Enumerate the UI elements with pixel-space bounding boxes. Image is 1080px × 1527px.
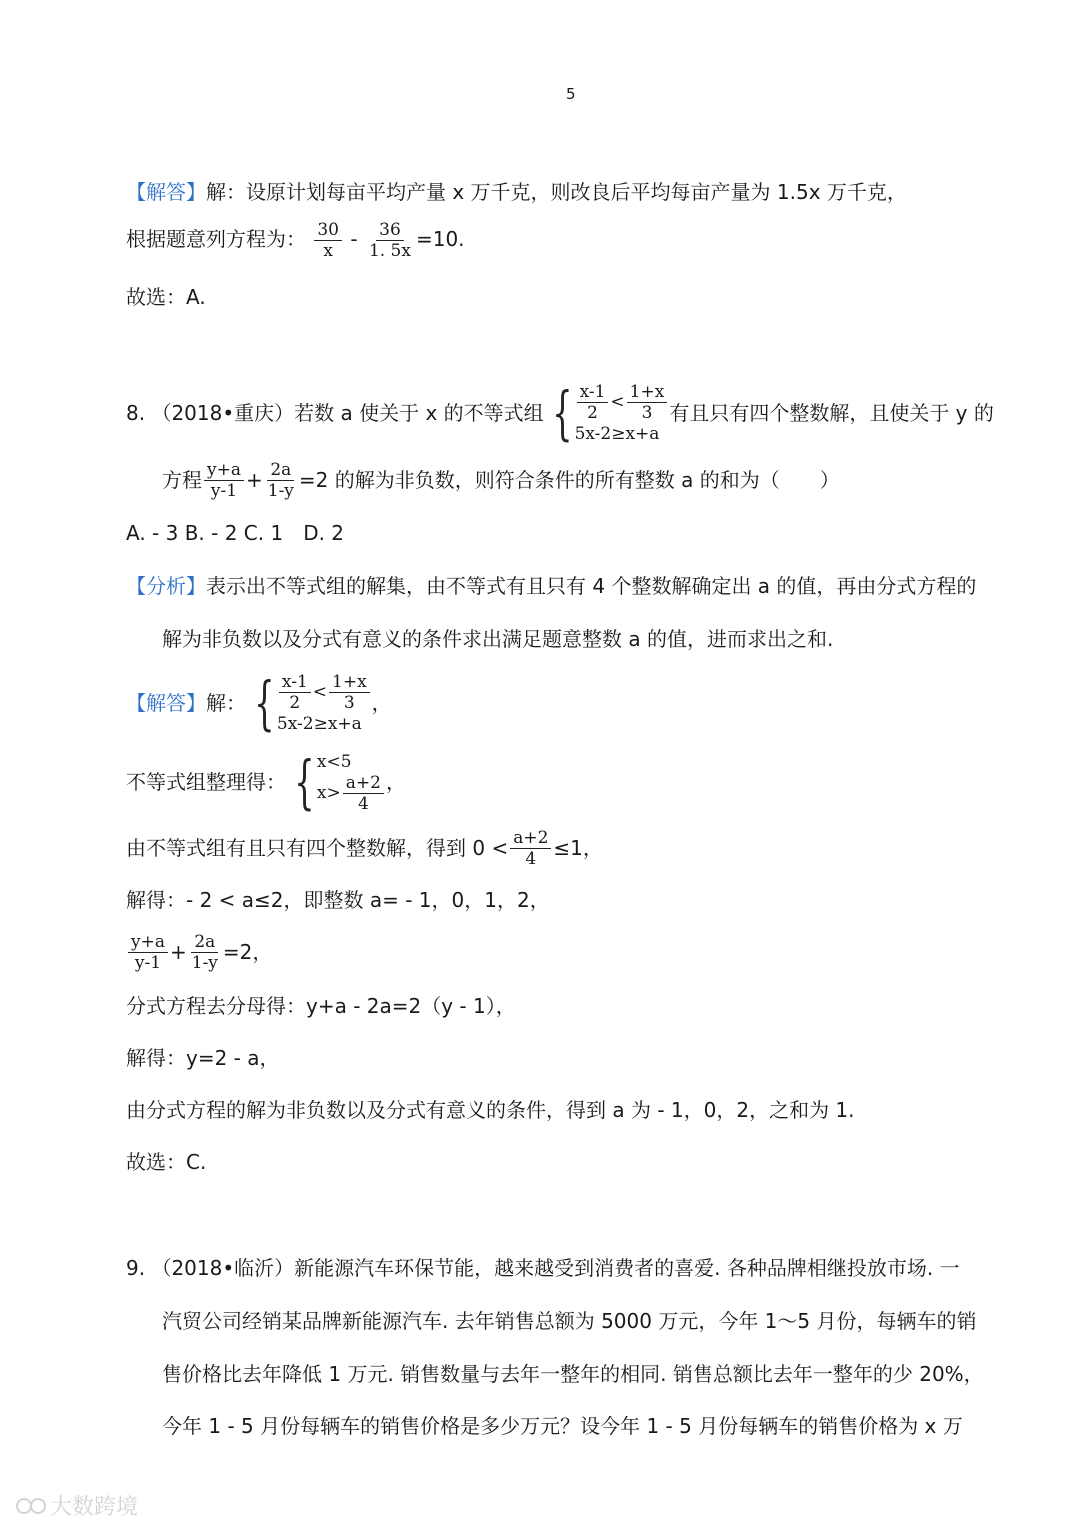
q9-line2: 汽贸公司经销某品牌新能源汽车. 去年销售总额为 5000 万元，今年 1～5 月份，每辆车的销 [162,1309,977,1333]
fraction: $\frac{a+2}{4}$ [343,773,384,814]
fraction: $\frac{x-1}{2}$ [279,672,311,713]
q8-answer-line: 【解答】 解： { $\frac{x-1}{2}$ < $\frac{1+x}{3}$ 5x-2≥x+a ， [126,669,392,737]
q9-line3: 售价格比去年降低 1 万元. 销售数量与去年一整年的相同. 销售总额比去年一整年的少 20%， [162,1362,984,1386]
analysis-tag: 【分析】 [126,574,206,598]
q8-analysis-line2: 解为非负数以及分式有意义的条件求出满足题意整数 a 的值，进而求出之和. [162,627,834,651]
answer-tag: 【解答】 [126,691,206,715]
q8-solve2: 解得：y=2 - a， [126,1046,280,1070]
inequality-system: { $\frac{x-1}{2}$ < $\frac{1+x}{3}$ 5x-2≥x+a [246,672,372,735]
q7-choice: 故选：A. [126,285,206,309]
q8-solve1: 解得：- 2 < a≤2，即整数 a= - 1，0，1，2， [126,888,550,912]
q8-stem-line1 [126,378,994,448]
page-number: 5 [566,85,576,103]
q8-line2-suffix: =2 的解为非负数，则符合条件的所有整数 a 的和为（ ） [298,468,840,492]
q8-denominator-clear: 分式方程去分母得：y+a - 2a=2（y - 1）， [126,994,516,1018]
q9-line4: 今年 1 - 5 月份每辆车的销售价格是多少万元？设今年 1 - 5 月份每辆车的销售价格为 x 万 [162,1414,963,1438]
q8-conclusion: 由分式方程的解为非负数以及分式有意义的条件，得到 a 为 - 1，0，2，之和为 1. [126,1098,855,1122]
equation-suffix: =10. [415,227,465,251]
q8-stem-suffix: 有且只有四个整数解，且使关于 y 的 [669,401,994,425]
q8-simplify-line: 不等式组整理得： { x<5 x> $\frac{a+2}{4}$ ， [126,748,406,816]
answer-text: 解：设原计划每亩平均产量 x 万千克，则改良后平均每亩产量为 1.5x 万千克， [206,180,907,204]
fraction: $\frac{1+x}{3}$ [329,672,370,713]
q7-answer-line [126,178,907,206]
fraction: $\frac{y+a}{y-1}$ [128,932,168,973]
q8-equation2: $\frac{y+a}{y-1}$ + $\frac{2a}{1-y}$ =2， [126,928,272,976]
q8-options: A. - 3 B. - 2 C. 1 D. 2 [126,521,345,545]
q8-choice: 故选：C. [126,1150,207,1174]
q8-analysis-line1: 【分析】表示出不等式组的解集，由不等式有且只有 4 个整数解确定出 a 的值，再由分式方程的 [126,574,977,598]
fraction: $\frac{x-1}{2}$ [577,382,609,423]
fraction-36-1.5x: $\frac{36}{1. 5x}$ [368,220,411,261]
fraction: $\frac{2a}{1-y}$ [191,931,218,973]
fraction: $\frac{y+a}{y-1}$ [204,460,244,501]
simplified-system: { x<5 x> $\frac{a+2}{4}$ [286,751,386,814]
equation-prefix: 根据题意列方程为： [126,227,306,251]
fraction: $\frac{1+x}{3}$ [627,382,668,423]
minus-sign: - [344,227,364,251]
fraction-30-x: $\frac{30}{x}$ [314,220,342,261]
q8-stem-prefix: 8. （2018•重庆）若数 a 使关于 x 的不等式组 [126,401,544,425]
simplify-prefix: 不等式组整理得： [126,770,286,794]
watermark-text: 大数跨境 [50,1495,139,1520]
q7-equation-line [126,220,465,261]
q8-line2-prefix: 方程 [162,468,202,492]
watermark-logo-icon [14,1494,50,1518]
fraction: $\frac{a+2}{4}$ [510,828,551,869]
q8-integer-line: 由不等式组有且只有四个整数解，得到 0 < $\frac{a+2}{4}$ ≤1， [126,827,603,869]
fraction: $\frac{2a}{1-y}$ [267,459,294,501]
q9-line1: 9. （2018•临沂）新能源汽车环保节能，越来越受到消费者的喜爱. 各种品牌相继投放市场. 一 [126,1256,960,1280]
q8-stem-line2: 方程 $\frac{y+a}{y-1}$ + $\frac{2a}{1-y}$ =2 的解为非负数，则符合条件的所有整数 a 的和为（ ） [162,459,840,501]
answer-tag: 【解答】 [126,180,206,204]
watermark [14,1490,138,1521]
inequality-system: { $\frac{x-1}{2}$ < $\frac{1+x}{3}$ 5x-2≥x+a [544,382,670,445]
